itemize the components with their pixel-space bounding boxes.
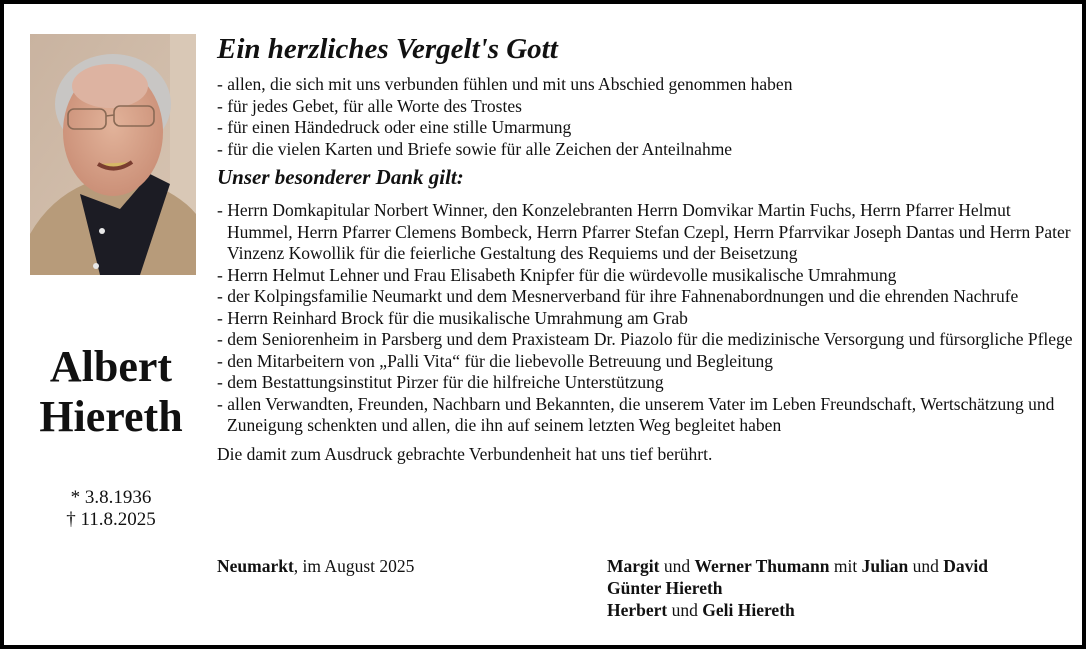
life-dates xyxy=(4,487,218,531)
deceased-name xyxy=(4,342,218,442)
thanks-item: - dem Seniorenheim in Parsberg und dem Praxisteam Dr. Piazolo für die medizinische Versorgung und fürsorgliche Pflege xyxy=(217,329,1077,351)
family-name: Margit xyxy=(607,556,660,576)
thanks-list xyxy=(217,200,1077,437)
family-line xyxy=(607,599,988,621)
connector: und xyxy=(908,556,944,576)
portrait-image xyxy=(30,34,196,275)
family-name: Geli Hiereth xyxy=(702,600,795,620)
intro-item: - allen, die sich mit uns verbunden fühlen und mit uns Abschied genommen haben xyxy=(217,74,1077,96)
closing-text: Die damit zum Ausdruck gebrachte Verbundenheit hat uns tief berührt. xyxy=(217,443,713,464)
family-name: Werner Thumann xyxy=(694,556,830,576)
birth-date: * 3.8.1936 xyxy=(70,487,152,508)
intro-item: - für einen Händedruck oder eine stille Umarmung xyxy=(217,117,1077,139)
family-name: Herbert xyxy=(607,600,668,620)
family-line: Günter Hiereth xyxy=(607,578,723,598)
place: Neumarkt xyxy=(217,556,294,576)
main-text xyxy=(217,32,1077,465)
intro-list xyxy=(217,74,1077,160)
page-title: Ein herzliches Vergelt's Gott xyxy=(217,33,558,65)
connector: und xyxy=(667,600,703,620)
thanks-item: - allen Verwandten, Freunden, Nachbarn und Bekannten, die unserem Vater im Leben Freundschaft, Wertschätzung und Zuneigung schenkten und allen, die ihn auf seinem letzten Weg begleitet haben xyxy=(217,394,1077,437)
family-name: Julian xyxy=(861,556,909,576)
thanks-item: - den Mitarbeitern von „Palli Vita“ für die liebevolle Betreuung und Begleitung xyxy=(217,351,1077,373)
portrait-photo xyxy=(30,34,196,275)
thanks-item: - Herrn Domkapitular Norbert Winner, den Konzelebranten Herrn Domvikar Martin Fuchs, Herrn Pfarrer Helmut Hummel, Herrn Pfarrer Clemens Bombeck, Herrn Pfarrer Stefan Czepl, Herrn Pfarrvikar Joseph Dantas und Herrn Pater Vinzenz Kowollik für die feierliche Gestaltung des Requiems und der Beisetzung xyxy=(217,200,1077,265)
last-name: Hiereth xyxy=(39,392,183,441)
intro-item: - für die vielen Karten und Briefe sowie für alle Zeichen der Anteilnahme xyxy=(217,139,1077,161)
first-name: Albert xyxy=(49,342,173,391)
section-subtitle: Unser besonderer Dank gilt: xyxy=(217,165,464,189)
thanks-item: - Herrn Reinhard Brock für die musikalische Umrahmung am Grab xyxy=(217,308,1077,330)
connector: mit xyxy=(829,556,862,576)
place-date xyxy=(217,555,414,577)
date: , im August 2025 xyxy=(293,556,415,576)
thanks-item: - dem Bestattungsinstitut Pirzer für die hilfreiche Unterstützung xyxy=(217,372,1077,394)
thanks-item: - der Kolpingsfamilie Neumarkt und dem Mesnerverband für ihre Fahnenabordnungen und die ehrenden Nachrufe xyxy=(217,286,1077,308)
family-name: David xyxy=(943,556,989,576)
connector: und xyxy=(659,556,695,576)
death-date: † 11.8.2025 xyxy=(66,509,156,530)
intro-item: - für jedes Gebet, für alle Worte des Trostes xyxy=(217,96,1077,118)
family-names xyxy=(607,555,988,621)
thanks-item: - Herrn Helmut Lehner und Frau Elisabeth Knipfer für die würdevolle musikalische Umrahmung xyxy=(217,265,1077,287)
family-line xyxy=(607,555,988,577)
